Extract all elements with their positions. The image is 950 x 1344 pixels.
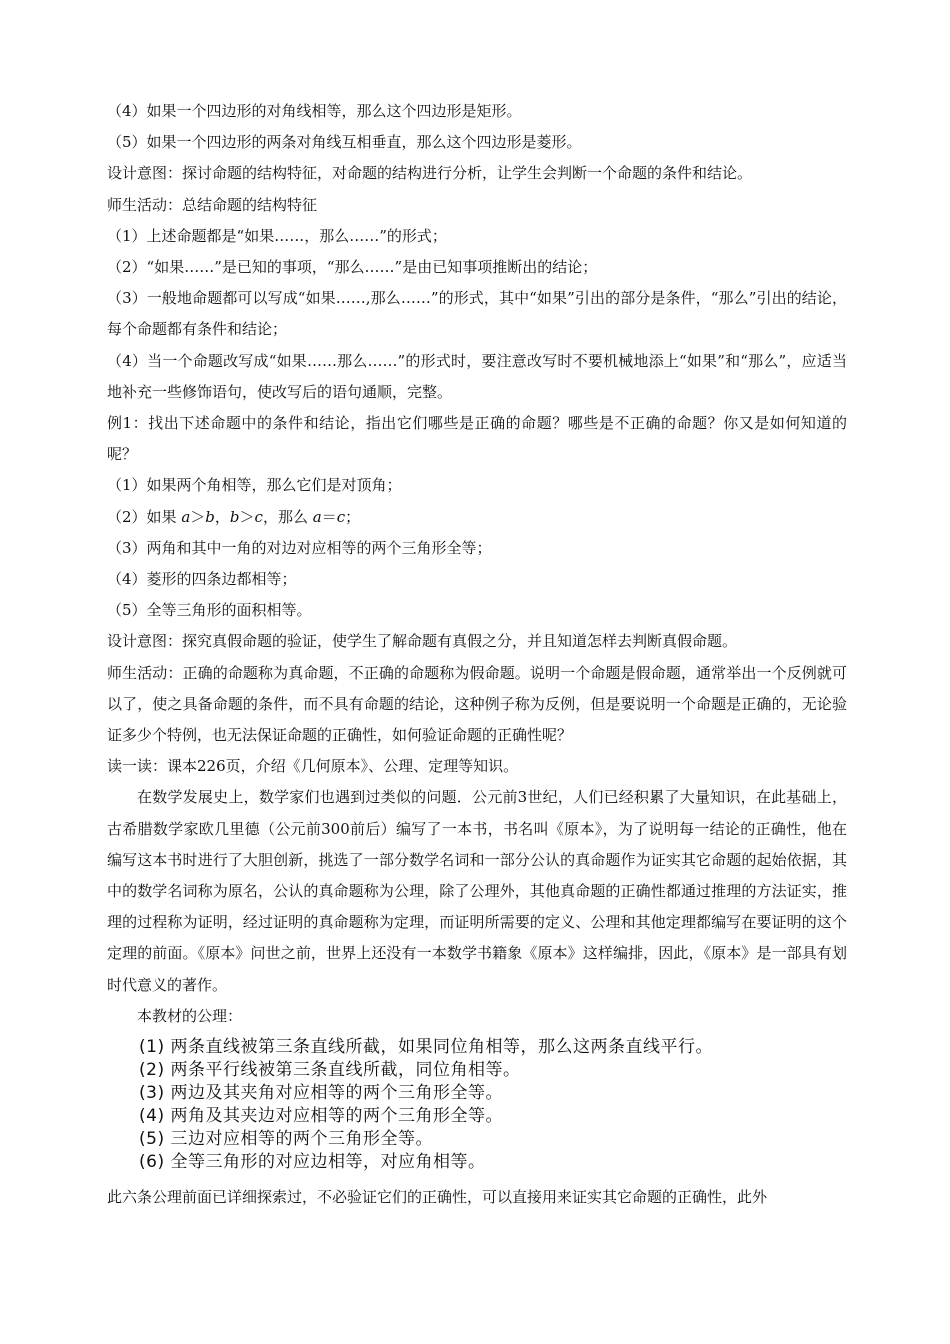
- design-intent-1: 设计意图：探讨命题的结构特征，对命题的结构进行分析，让学生会判断一个命题的条件和结论。: [107, 164, 753, 183]
- example-item-2: [107, 502, 847, 533]
- math-sep: ，: [214, 507, 230, 526]
- axiom-item: (2) 两条平行线被第三条直线所截，同位角相等。: [139, 1060, 521, 1081]
- activity-paragraph-2: 师生活动：正确的命题称为真命题，不正确的命题称为假命题。说明一个命题是假命题，通常举出一个反例就可以了，使之具备命题的条件，而不具有命题的结论，这种例子称为反例，但是要说明一个命题是正确的，无论验证多少个特例，也无法保证命题的正确性，如何验证命题的正确性呢？: [107, 663, 847, 745]
- math-var-b: b: [229, 507, 240, 526]
- feature-item-3: （3）一般地命题都可以写成“如果……,那么……”的形式，其中“如果”引出的部分是条件，“那么”引出的结论，每个命题都有条件和结论；: [107, 289, 847, 339]
- activity-heading-1: 师生活动：总结命题的结构特征: [107, 195, 318, 214]
- example-item-3: （3）两角和其中一角的对边对应相等的两个三角形全等；: [107, 538, 492, 557]
- feature-item-1: （1）上述命题都是“如果……，那么……”的形式；: [107, 226, 447, 245]
- feature-item-4: （4）当一个命题改写成“如果……那么……”的形式时，要注意改写时不要机械地添上“如果”和“那么”，应适当地补充一些修饰语句，使改写后的语句通顺，完整。: [107, 351, 847, 401]
- design-intent-2: 设计意图：探究真假命题的验证，使学生了解命题有真假之分，并且知道怎样去判断真假命题。: [107, 632, 738, 651]
- math-eq: ＝: [321, 507, 337, 526]
- closing-paragraph: 此六条公理前面已详细探索过，不必验证它们的正确性，可以直接用来证实其它命题的正确性，此外: [107, 1188, 768, 1207]
- history-paragraph: 在数学发展史上，数学家们也遇到过类似的问题．公元前3世纪，人们已经积累了大量知识，在此基础上，古希腊数学家欧几里德（公元前300前后）编写了一本书，书名叫《原本》，为了说明每一结论的正确性，他在编写这本书时进行了大胆创新，挑选了一部分数学名词和一部分公认的真命题作为证实其它命题的起始依据，其中的数学名词称为原名，公认的真命题称为公理，除了公理外，其他真命题的正确性都通过推理的方法证实，推理的过程称为证明，经过证明的真命题称为定理，而证明所需要的定义、公理和其他定理都编写在要证明的这个定理的前面。《原本》问世之前，世界上还没有一本数学书籍象《原本》这样编排，因此，《原本》是一部具有划时代意义的著作。: [107, 788, 847, 994]
- example-item-5: （5）全等三角形的面积相等。: [107, 601, 312, 620]
- paragraph-item-4: （4）如果一个四边形的对角线相等，那么这个四边形是矩形。: [107, 102, 522, 120]
- math-var-a: a: [312, 507, 322, 526]
- example-1-prompt: 例1：找出下述命题中的条件和结论，指出它们哪些是正确的命题？哪些是不正确的命题？你又是如何知道的呢？: [107, 414, 847, 464]
- feature-item-2: （2）“如果……”是已知的事项，“那么……”是由已知事项推断出的结论；: [107, 258, 598, 277]
- math-gt: ＞: [239, 507, 255, 526]
- axiom-item: (4) 两角及其夹边对应相等的两个三角形全等。: [139, 1106, 503, 1127]
- example-item-2-end: ；: [345, 507, 361, 526]
- document-body: [107, 96, 847, 1213]
- math-var-c: c: [254, 507, 263, 526]
- example-item-2-prefix: （2）如果: [107, 507, 182, 526]
- axiom-item: (5) 三边对应相等的两个三角形全等。: [139, 1129, 433, 1150]
- paragraph-item-5: （5）如果一个四边形的两条对角线互相垂直，那么这个四边形是菱形。: [107, 133, 582, 152]
- axiom-item: (6) 全等三角形的对应边相等，对应角相等。: [139, 1152, 486, 1173]
- example-item-4: （4）菱形的四条边都相等；: [107, 570, 297, 589]
- math-var-b: b: [205, 507, 215, 526]
- axioms-heading: 本教材的公理：: [137, 1006, 243, 1025]
- example-item-2-middle: ，那么: [262, 507, 313, 526]
- axiom-item: (3) 两边及其夹角对应相等的两个三角形全等。: [139, 1083, 503, 1104]
- math-gt: ＞: [190, 507, 206, 526]
- math-var-c: c: [336, 507, 346, 526]
- axiom-item: (1) 两条直线被第三条直线所截，如果同位角相等，那么这两条直线平行。: [139, 1037, 713, 1058]
- reading-note: 读一读：课本226页，介绍《几何原本》、公理、定理等知识。: [107, 757, 519, 776]
- math-var-a: a: [181, 507, 191, 526]
- example-item-1: （1）如果两个角相等，那么它们是对顶角；: [107, 476, 402, 495]
- axioms-list: [139, 1036, 847, 1174]
